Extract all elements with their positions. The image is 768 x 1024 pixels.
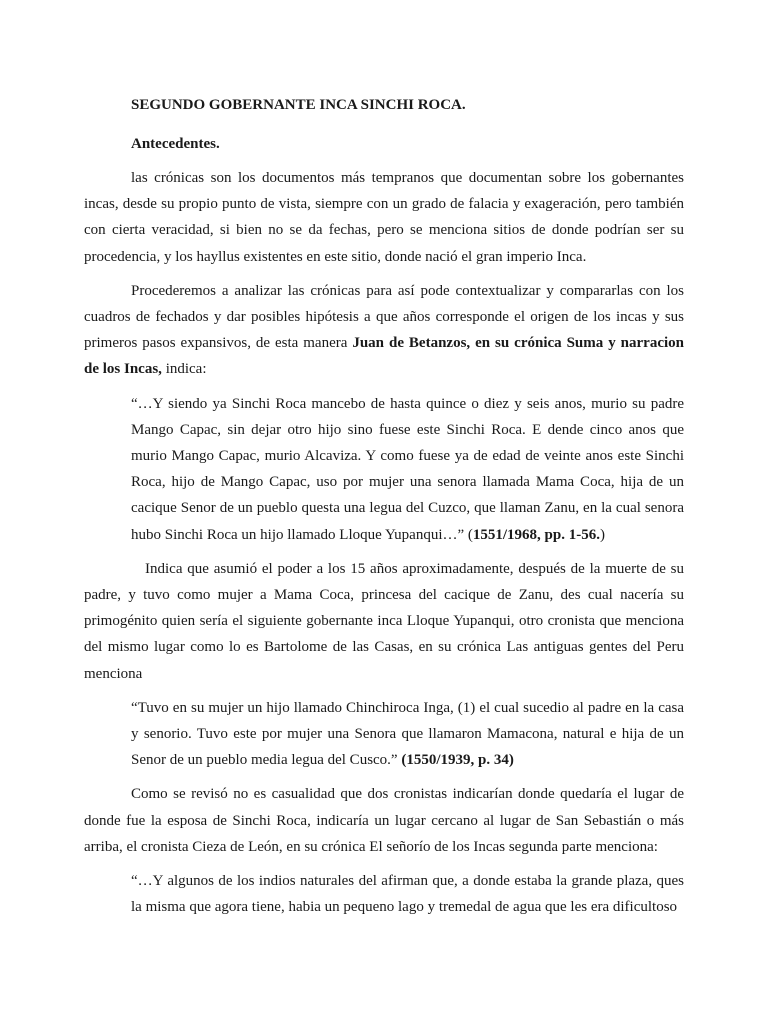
paragraph-analysis-end: indica: <box>161 361 207 378</box>
quote-las-casas-text: “Tuvo en su mujer un hijo llamado Chinchiroca Inga, (1) el cual sucedio al padre en la casa y senorio. Tuvo este por mujer una Senora que llamaron Mamacona, natural e hija de un Senor de un pueblo media legua del Cusco.” <box>131 699 684 769</box>
paragraph-analysis-text: Procederemos a analizar las crónicas para así pode contextualizar y compararlas con los cuadros de fechados y dar posibles hipótesis a que años corresponde el origen de los incas y sus primeros pasos expansivos, de esta manera <box>84 282 684 352</box>
betanzos-reference: Juan de Betanzos, en su crónica Suma y narracion de los Incas, <box>84 335 684 378</box>
paragraph-cieza: Como se revisó no es casualidad que dos cronistas indicarían donde quedaría el lugar de donde fue la esposa de Sinchi Roca, indicaría un lugar cercano al lugar de San Sebastián o más arriba, el cronista Cieza de León, en su crónica El señorío de los Incas segunda parte menciona: <box>84 786 684 855</box>
quote-betanzos <box>131 391 684 548</box>
paragraph-intro: las crónicas son los documentos más tempranos que documentan sobre los gobernantes incas, desde su propio punto de vista, siempre con un grado de falacia y exageración, pero también con cierta veracidad, si bien no se da fechas, pero se menciona sitios de donde podrían ser su procedencia, y los hayllus existentes en este sitio, donde nació el gran imperio Inca. <box>84 170 684 265</box>
citation-betanzos: 1551/1968, pp. 1-56. <box>472 526 600 543</box>
document-title: SEGUNDO GOBERNANTE INCA SINCHI ROCA. <box>131 97 466 113</box>
citation-las-casas: (1550/1939, p. 34) <box>401 752 514 769</box>
quote-cieza: “…Y algunos de los indios naturales del afirman que, a donde estaba la grande plaza, ques la misma que agora tiene, habia un pequeno lago y tremedal de agua que les era dificultoso <box>131 873 684 916</box>
quote-las-casas <box>131 695 684 774</box>
paragraph-sinchi-roca: Indica que asumió el poder a los 15 años aproximadamente, después de la muerte de su padre, y tuvo como mujer a Mama Coca, princesa del cacique de Zanu, des cual nacería su primogénito quien sería el siguiente gobernante inca Lloque Yupanqui, otro cronista que menciona del mismo lugar como lo es Bartolome de las Casas, en su crónica Las antiguas gentes del Peru menciona <box>84 560 684 682</box>
quote-betanzos-end: ) <box>600 526 605 543</box>
quote-betanzos-text: “…Y siendo ya Sinchi Roca mancebo de hasta quince o diez y seis anos, murio su padre Mango Capac, sin dejar otro hijo sino fuese este Sinchi Roca. E dende cinco anos que murio Mango Capac, murio Alcaviza. Y como fuese ya de edad de veinte anos este Sinchi Roca, hijo de Mango Capac, uso por mujer una senora llamada Mama Coca, hija de un cacique Senor de un pueblo questa una legua del Cuzco, que llaman Zanu, en la cual senora hubo Sinchi Roca un hijo llamado Lloque Yupanqui…” ( <box>131 395 684 543</box>
paragraph-analysis <box>84 278 684 383</box>
section-heading: Antecedentes. <box>131 136 220 152</box>
